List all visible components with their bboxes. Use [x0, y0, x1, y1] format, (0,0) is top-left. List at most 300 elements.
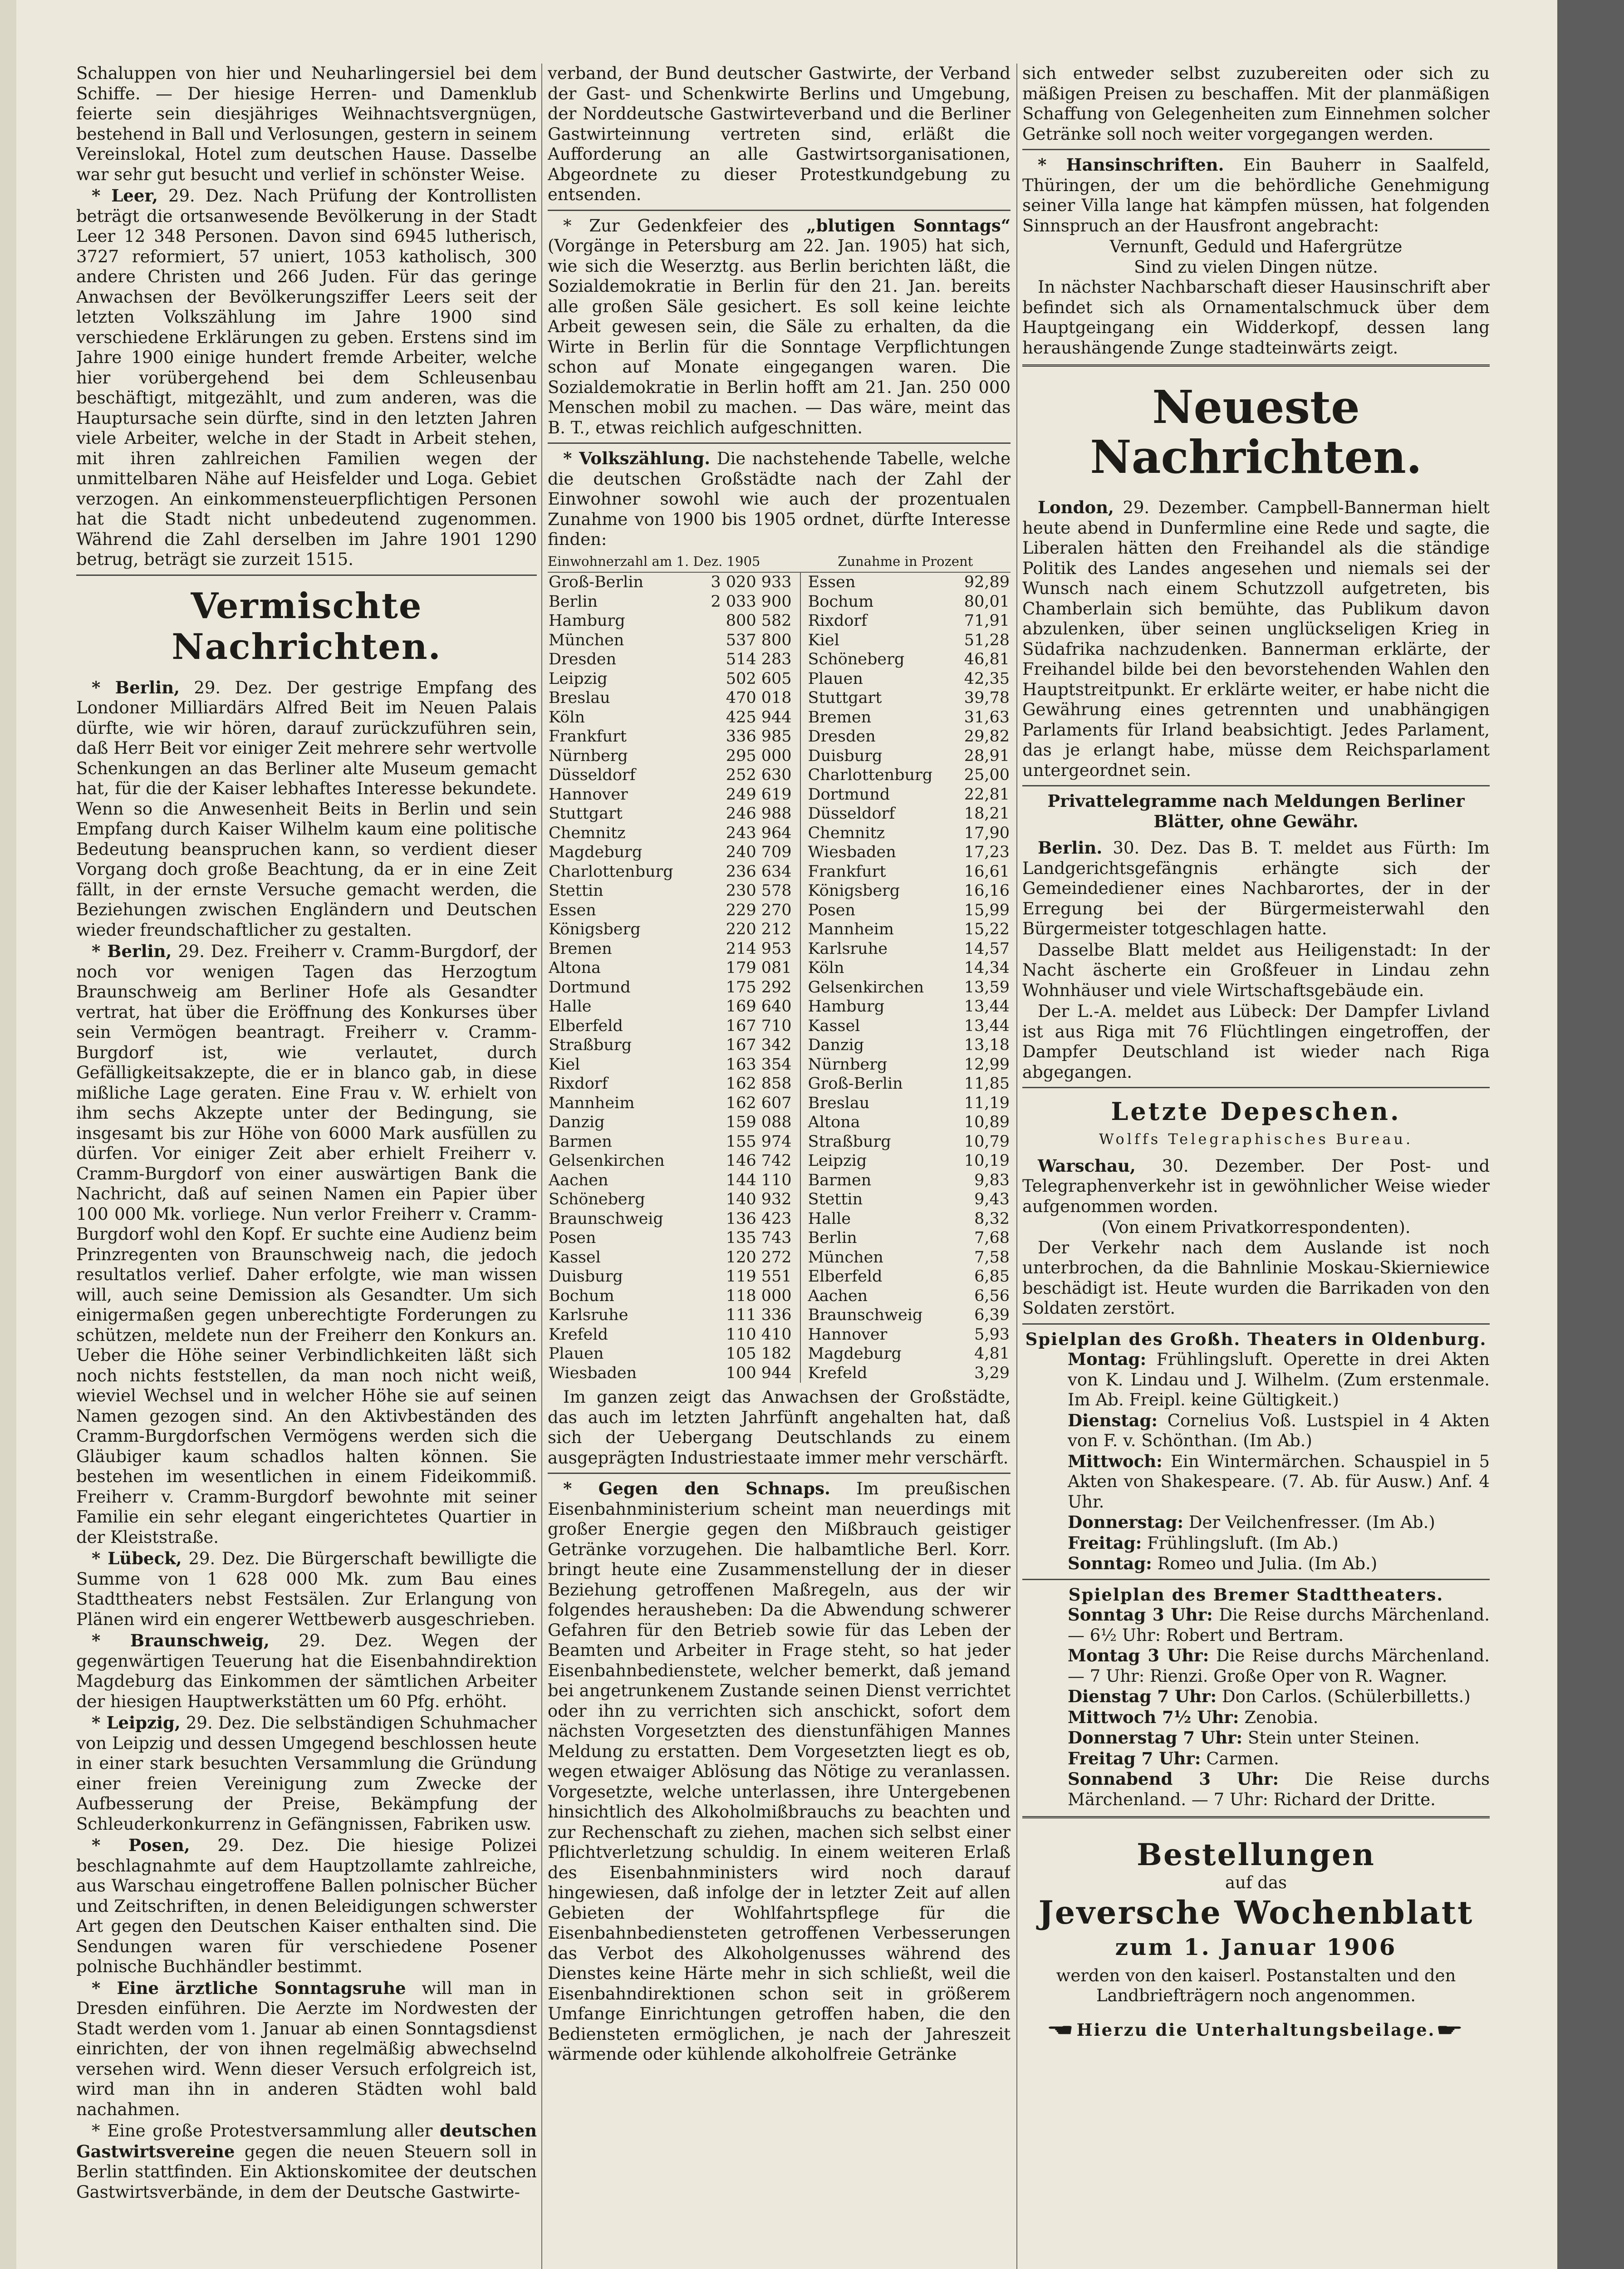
schedule-program: Ein Wintermärchen. Schauspiel in 5 Akten von Shakespeare. (7. Ab. für Ausw.) Anf. 4 Uhr.	[1068, 1451, 1490, 1512]
supplement-text: Hierzu die Unterhaltungsbeilage.	[1076, 2019, 1436, 2040]
growth-percent-cell: 3,29	[974, 1364, 1010, 1382]
city-cell: Hamburg	[549, 612, 625, 630]
dateline: * Hansinschriften.	[1038, 155, 1224, 175]
city-cell: Groß-Berlin	[549, 573, 644, 591]
article-luebeck-livland: Der L.-A. meldet aus Lübeck: Der Dampfer Livland ist aus Riga mit 76 Flüchtlingen eingetroffen, der Dampfer Deutschland ist wieder nach Riga abgegangen.	[1022, 1002, 1490, 1082]
table-row	[548, 572, 1011, 592]
population-cell: 162 858	[695, 1074, 800, 1094]
table-row	[548, 1248, 1011, 1267]
table-row	[548, 669, 1011, 689]
subscription-date: zum 1. Januar 1906	[1115, 1933, 1397, 1960]
table-row	[548, 1228, 1011, 1248]
article-text: 29. Dezember. Campbell-Bannerman hielt heute abend in Dunfermline eine Rede und sagte, die Liberalen hätten den Freihandel als die ständige Politik des Landes angesehen und niemals sei der Wunsch nach einem Schutzzoll aufgetreten, bis Chamberlain sich bemühte, das Publikum davon abzulenken, über seinen unglückseligen Krieg in Südafrika nachzudenken. Bannerman erklärte, der Freihandel bilde bei den bevorstehenden Wahlen den Hauptstreitpunkt. Er erklärte weiter, er habe nicht die Gewährung eines getrennten und unabhängigen Parlaments für Irland beabsichtigt. Jedes Parlament, das je erlangt habe, müsse dem Reichsparlament untergeordnet sein.	[1022, 498, 1490, 780]
article-berlin-fuerth	[1022, 838, 1490, 939]
schedule-entry	[1022, 1410, 1490, 1451]
schedule-program: Zenobia.	[1244, 1707, 1319, 1727]
table-row	[548, 708, 1011, 727]
city-cell: Stuttgart	[549, 805, 623, 823]
pointing-hand-left-icon: ☚	[1046, 2019, 1076, 2040]
dateline: * Leer,	[92, 186, 158, 206]
section-heading-vermischte: Vermischte Nachrichten.	[172, 585, 442, 668]
article-berlin-cramm	[76, 941, 537, 1547]
growth-percent-cell: 7,68	[974, 1229, 1010, 1247]
dateline: Berlin.	[1038, 838, 1103, 858]
article-posen	[76, 1835, 537, 1977]
city-cell: Essen	[808, 573, 856, 591]
growth-percent-cell: 51,28	[964, 631, 1010, 649]
population-cell: 169 640	[695, 997, 800, 1017]
growth-percent-cell: 71,91	[964, 612, 1010, 630]
growth-percent-cell: 42,35	[964, 669, 1010, 688]
table-row	[548, 1344, 1011, 1364]
city-cell: Halle	[808, 1209, 851, 1228]
city-cell: Stuttgart	[808, 689, 882, 707]
article-heiligenstadt: Dasselbe Blatt meldet aus Heiligenstadt: In der Nacht äscherte ein Großfeuer in Lindau zehn Wohnhäuser und viele Wirtschaftsgebäude ein.	[1022, 940, 1490, 1000]
article-text: 30. Dez. Das B. T. meldet aus Fürth: Im Landgerichtsgefängnis erhängte sich der Gemeindediener eines Nachbarortes, der in der Erregung bei der Bürgermeisterwahl den Bürgermeister totgeschlagen hatte.	[1022, 838, 1490, 938]
city-cell: Hannover	[808, 1325, 888, 1344]
population-cell: 135 743	[695, 1228, 800, 1248]
schedule-entry	[1022, 1533, 1490, 1554]
growth-percent-cell: 14,34	[964, 959, 1010, 977]
population-cell: 163 354	[695, 1055, 800, 1075]
population-cell: 136 423	[695, 1209, 800, 1229]
city-cell: Dresden	[549, 650, 617, 668]
article-braunschweig	[76, 1631, 537, 1712]
census-table	[548, 551, 1011, 1383]
table-row	[548, 1190, 1011, 1209]
schedule-program: Frühlingsluft. (Im Ab.)	[1147, 1533, 1339, 1553]
table-row	[548, 939, 1011, 959]
growth-percent-cell: 16,16	[964, 882, 1010, 900]
city-cell: Aachen	[549, 1171, 608, 1189]
city-cell: Rixdorf	[549, 1075, 608, 1093]
population-cell: 179 081	[695, 958, 800, 978]
city-cell: Nürnberg	[808, 1055, 888, 1074]
dateline: * Volkszählung.	[563, 448, 711, 468]
article-text: 29. Dez. Wegen der gegenwärtigen Teuerung hat die Eisenbahndirektion Magdeburg das Einkommen der sämtlichen Arbeiter der hiesigen Hauptwerkstätten um 60 Pfg. erhöht.	[76, 1631, 537, 1711]
city-cell: Dortmund	[808, 785, 890, 804]
column-2	[548, 64, 1011, 2269]
city-cell: Barmen	[549, 1132, 612, 1151]
dateline: „blutigen Sonntags“	[806, 215, 1011, 236]
city-cell: Halle	[549, 997, 592, 1016]
article-sonntagsruhe	[76, 1978, 537, 2120]
city-cell: Posen	[808, 901, 855, 919]
population-cell: 243 964	[695, 824, 800, 843]
article-hausinschriften-end: In nächster Nachbarschaft dieser Hausinschrift aber befindet sich als Ornamentalschmuck über dem Hauptgeingang ein Widderkopf, dessen lang heraushängende Zunge stadteinwärts zeigt.	[1022, 277, 1490, 358]
city-cell: Breslau	[549, 689, 610, 707]
city-cell: Altona	[549, 959, 601, 977]
table-row	[548, 1113, 1011, 1132]
article-text: 29. Dez. Die hiesige Polizei beschlagnahmte auf dem Hauptzollamte zahlreiche, aus Warschau eingetroffene Ballen polnischer Bücher und Zeitschriften, in denen Beleidigungen schwerster Art gegen den Deutschen Kaiser enthalten sind. Die Sendungen waren für verschiedene Posener polnische Buchhändler bestimmt.	[76, 1836, 537, 1976]
table-row	[548, 766, 1011, 785]
city-cell: Kiel	[549, 1055, 580, 1074]
city-cell: Groß-Berlin	[808, 1075, 903, 1093]
table-row	[548, 920, 1011, 939]
city-cell: Köln	[549, 708, 585, 727]
table-row	[548, 824, 1011, 843]
table-row	[548, 1036, 1011, 1055]
city-cell: Berlin	[549, 592, 598, 611]
city-cell: Frankfurt	[808, 862, 886, 881]
divider	[548, 210, 1011, 211]
growth-percent-cell: 7,58	[974, 1248, 1010, 1267]
theatre-heading-oldenburg: Spielplan des Großh. Theaters in Oldenburg.	[1025, 1329, 1487, 1349]
schedule-day: Montag:	[1068, 1349, 1147, 1369]
column-3	[1022, 64, 1490, 2269]
table-header-population: Einwohnerzahl am 1. Dez. 1905	[548, 551, 800, 573]
city-cell: München	[808, 1248, 883, 1267]
table-row	[548, 631, 1011, 650]
article-text: will man in Dresden einführen. Die Aerzte im Nordwesten der Stadt werden vom 1. Januar ab einen Sonntagsdienst einrichten, der von ihnen regelmäßig abwechselnd versehen wird. Wenn dieser Versuch erfolgreich ist, wird man ihn in anderen Städten wohl bald nachahmen.	[76, 1978, 537, 2119]
growth-percent-cell: 22,81	[964, 785, 1010, 804]
growth-percent-cell: 10,89	[964, 1113, 1010, 1131]
growth-percent-cell: 6,85	[974, 1267, 1010, 1286]
table-row	[548, 843, 1011, 862]
city-cell: Köln	[808, 959, 844, 977]
article-hausinschriften	[1022, 155, 1490, 236]
population-cell: 214 953	[695, 939, 800, 959]
divider	[1022, 1323, 1490, 1325]
city-cell: Danzig	[549, 1113, 605, 1131]
wire-service: Wolffs Telegraphisches Bureau.	[1099, 1130, 1413, 1148]
schedule-day: Sonntag 3 Uhr:	[1068, 1605, 1213, 1625]
growth-percent-cell: 39,78	[964, 689, 1010, 707]
growth-percent-cell: 12,99	[964, 1055, 1010, 1074]
table-row	[548, 1055, 1011, 1075]
population-cell: 120 272	[695, 1248, 800, 1267]
city-cell: Duisburg	[549, 1267, 623, 1286]
city-cell: Düsseldorf	[549, 766, 636, 784]
correspondent-note: (Von einem Privatkorrespondenten).	[1101, 1218, 1411, 1237]
growth-percent-cell: 31,63	[964, 708, 1010, 727]
schedule-day: Sonntag:	[1068, 1553, 1152, 1573]
population-cell: 140 932	[695, 1190, 800, 1209]
subscription-connector: auf das	[1225, 1873, 1287, 1892]
schedule-entry	[1022, 1349, 1490, 1410]
population-cell: 220 212	[695, 920, 800, 939]
schedule-entry	[1022, 1728, 1490, 1748]
population-cell: 105 182	[695, 1344, 800, 1364]
table-row	[548, 1209, 1011, 1229]
city-cell: Duisburg	[808, 747, 883, 765]
city-cell: Elberfeld	[549, 1017, 623, 1035]
population-cell: 175 292	[695, 978, 800, 997]
population-cell: 110 410	[695, 1325, 800, 1345]
article-warschau-cont: Der Verkehr nach dem Auslande ist noch unterbrochen, da die Bahnlinie Moskau-Skierniewice beschädigt ist. Heute wurden die Barrikaden von den Soldaten zerstört.	[1022, 1238, 1490, 1318]
growth-percent-cell: 6,39	[974, 1306, 1010, 1324]
population-cell: 249 619	[695, 785, 800, 805]
schedule-program: Die Reise durchs Märchenland. — 6½ Uhr: Robert und Bertram.	[1068, 1605, 1490, 1645]
city-cell: Frankfurt	[549, 727, 627, 746]
verse-line: Vernunft, Geduld und Hafergrütze	[1109, 237, 1403, 256]
article-text: 29. Dez. Der gestrige Empfang des Londoner Milliardärs Alfred Beit im Neuen Palais dürfte, wie wir hören, darauf zurückzuführen sein, daß Herr Beit vor einiger Zeit mehrere sehr wertvolle Schenkungen an das Berliner alte Museum gemacht hat, für die der Kaiser lebhaftes Interesse bekundete. Wenn so die Anwesenheit Beits in Berlin und sein Empfang durch Kaiser Wilhelm kaum eine politische Bedeutung beanspruchen kann, so verdient dieser Vorgang doch große Beachtung, da er in eine Zeit fällt, in der ernste Versuche gemacht werden, die Beziehungen zwischen Engländern und Deutschen wieder freundschaftlicher zu gestalten.	[76, 678, 537, 940]
growth-percent-cell: 11,85	[964, 1075, 1010, 1093]
column-1	[76, 64, 537, 2269]
city-cell: Kassel	[808, 1017, 860, 1035]
population-cell: 295 000	[695, 747, 800, 766]
population-cell: 159 088	[695, 1113, 800, 1132]
schedule-day: Mittwoch 7½ Uhr:	[1068, 1707, 1239, 1727]
schedule-day: Dienstag:	[1068, 1410, 1158, 1430]
population-cell: 230 578	[695, 881, 800, 901]
growth-percent-cell: 13,44	[964, 1017, 1010, 1035]
city-cell: Aachen	[808, 1287, 868, 1305]
city-cell: Gelsenkirchen	[549, 1152, 665, 1170]
population-cell: 111 336	[695, 1306, 800, 1325]
article-text: 29. Dez. Die Bürgerschaft bewilligte die Summe von 1 628 000 Mk. zum Bau eines Stadttheaters nebst Festsälen. Zur Erlangung von Plänen wird ein engerer Wettbewerb ausgeschrieben.	[76, 1549, 537, 1629]
city-cell: Gelsenkirchen	[808, 978, 924, 997]
population-cell: 514 283	[695, 650, 800, 669]
schedule-day: Donnerstag 7 Uhr:	[1068, 1728, 1243, 1748]
growth-percent-cell: 46,81	[964, 650, 1010, 668]
table-row	[548, 804, 1011, 824]
divider	[548, 442, 1011, 444]
census-table-body	[548, 572, 1011, 1383]
theatre-schedule-oldenburg	[1022, 1349, 1490, 1574]
city-cell: Dortmund	[549, 978, 631, 997]
population-cell: 119 551	[695, 1267, 800, 1287]
article-text: 29. Dez. Die selbständigen Schuhmacher von Leipzig und dessen Umgegend beschlossen heute in einer stark besuchten Versammlung die Gründung einer freien Vereinigung zum Zwecke der Aufbesserung der Preise, Bekämpfung der Schleuderkonkurrenz in Gefängnissen, Fabriken usw.	[76, 1713, 537, 1834]
telegram-notice: Privattelegramme nach Meldungen Berliner Blätter, ohne Gewähr.	[1047, 791, 1465, 831]
population-cell: 425 944	[695, 708, 800, 727]
city-cell: Braunschweig	[808, 1306, 923, 1324]
growth-percent-cell: 8,32	[974, 1209, 1010, 1228]
city-cell: Wiesbaden	[808, 843, 896, 861]
article-gastwirte-cont: verband, der Bund deutscher Gastwirte, der Verband der Gast- und Schenkwirte Berlins und Umgebung, der Norddeutsche Gastwirteverband und die Berliner Gastwirteinnung vertreten sind, erläßt die Aufforderung an alle Gastwirtsorganisationen, Abgeordnete zu dieser Protestkundgebung zu entsenden.	[548, 64, 1011, 204]
schedule-entry	[1022, 1748, 1490, 1769]
city-cell: Leipzig	[549, 669, 608, 688]
growth-percent-cell: 5,93	[974, 1325, 1010, 1344]
growth-percent-cell: 17,23	[964, 843, 1010, 861]
theatre-heading-bremen: Spielplan des Bremer Stadttheaters.	[1068, 1584, 1444, 1605]
newspaper-title: Jeversche Wochenblatt	[1038, 1893, 1474, 1931]
city-cell: Bremen	[549, 939, 612, 958]
table-header-growth: Zunahme in Prozent	[800, 551, 1011, 573]
section-heading-depeschen: Letzte Depeschen.	[1111, 1097, 1401, 1126]
city-cell: Karlsruhe	[808, 939, 888, 958]
city-cell: Breslau	[808, 1094, 870, 1112]
article-text: 29. Dez. Nach Prüfung der Kontrollisten beträgt die ortsanwesende Bevölkerung in der Stadt Leer 12 348 Personen. Davon sind 6945 lutherisch, 3727 reformiert, 57 uniert, 1053 katholisch, 300 andere Christen und 266 Juden. Für das geringe Anwachsen der Bevölkerungsziffer Leers seit der letzten Volkszählung im Jahre 1900 sind verschiedene Erklärungen zu geben. Erstens sind im Jahre 1900 einige hundert fremde Arbeiter, welche hier vorübergehend bei dem Schleusenbau beschäftigt, mitgezählt, und zum anderen, was die Hauptursache sein dürfte, sind in den letzten Jahren viele Arbeiter, welche in der Stadt in Arbeit stehen, mit ihren zahlreichen Familien wegen der unmittelbaren Nähe auf Heisfelder und Loga. Gebiet verzogen. An einkommensteuerpflichtigen Personen hat die Stadt nicht unbedeutend zugenommen. Während die Zahl derselben im Jahre 1901 1290 betrug, beträgt sie zurzeit 1515.	[76, 186, 537, 569]
city-cell: Dresden	[808, 727, 876, 746]
schedule-entry	[1022, 1645, 1490, 1686]
schedule-day: Sonnabend 3 Uhr:	[1068, 1769, 1279, 1789]
schedule-day: Freitag 7 Uhr:	[1068, 1748, 1201, 1768]
population-cell: 236 634	[695, 862, 800, 882]
city-cell: Königsberg	[549, 920, 641, 938]
population-cell: 240 709	[695, 843, 800, 862]
growth-percent-cell: 17,90	[964, 824, 1010, 842]
dateline: * Leipzig,	[92, 1713, 181, 1733]
table-row	[548, 747, 1011, 766]
population-cell: 246 988	[695, 804, 800, 824]
city-cell: Plauen	[808, 669, 863, 688]
article-leipzig	[76, 1713, 537, 1834]
table-row	[548, 1017, 1011, 1036]
city-cell: Bochum	[808, 592, 874, 611]
schedule-day: Montag 3 Uhr:	[1068, 1645, 1209, 1665]
column-divider	[1016, 64, 1017, 2269]
schedule-day: Dienstag 7 Uhr:	[1068, 1686, 1217, 1706]
city-cell: Charlottenburg	[549, 862, 673, 881]
column-divider	[541, 64, 542, 2269]
article-london	[1022, 497, 1490, 781]
city-cell: Posen	[549, 1229, 596, 1247]
city-cell: Hannover	[549, 785, 628, 804]
article-text: 29. Dez. Freiherr v. Cramm-Burgdorf, der noch vor wenigen Tagen das Herzogtum Braunschweig am Berliner Hofe als Gesandter vertrat, hat über die Eröffnung des Konkurses über sein Vermögen beantragt. Freiherr v. Cramm-Burgdorf ist, wie verlautet, durch Gefälligkeitsakzepte, die er in blanco gab, in diese mißliche Lage geraten. Eine Frau v. W. erhielt von ihm sechs Akzepte unter der Bedingung, sie insgesamt bis zur Höhe von 6000 Mark ausfüllen zu dürfen. Vor einiger Zeit aber erhielt Freiherr v. Cramm-Burgdorf von einer auswärtigen Bank die Nachricht, daß auf seinen Namen ein Papier über 100 000 Mk. vorliege. Nun verlor Freiherr v. Cramm-Burgdorf wohl den Kopf. Er suchte eine Audienz beim Prinzregenten von Braunschweig nach, die jedoch resultatlos verlief. Daher erfolgte, wie man wissen will, auch seine Demission als Gesandter. Um sich einigermaßen gegen unberechtigte Forderungen zu schützen, meldete nun der Freiherr den Konkurs an. Ueber die Höhe seiner Verbindlichkeiten läßt sich noch nichts feststellen, da man noch nicht weiß, wieviel Wechsel und in welcher Höhe sie auf seinen Namen gezogen sind. An den Aktivbeständen des Cramm-Burgdorfschen Vermögens werden sich die Gläubiger kaum schadlos halten können. Sie bestehen im wesentlichen in einem Fideikommiß. Freiherr v. Cramm-Burgdorf bewohnte mit seiner Familie ein sehr elegant eingerichtetes Quartier in der Kleiststraße.	[76, 942, 537, 1547]
city-cell: Bochum	[549, 1287, 614, 1305]
city-cell: Berlin	[808, 1229, 857, 1247]
table-row	[548, 881, 1011, 901]
dateline: * Lübeck,	[92, 1548, 182, 1568]
city-cell: Charlottenburg	[808, 766, 933, 784]
city-cell: Barmen	[808, 1171, 872, 1189]
article-text: gegen die neuen Steuern soll in Berlin stattfinden. Ein Aktionskomitee der deutschen Gastwirtsverbände, in dem der Deutsche Gastwirte-	[76, 2141, 537, 2202]
schedule-entry	[1022, 1686, 1490, 1707]
article-text: Im preußischen Eisenbahnministerium scheint man neuerdings mit großer Energie gegen den Mißbrauch geistiger Getränke vorzugehen. Die halbamtliche Berl. Korr. bringt heute eine Zusammenstellung der in dieser Beziehung getroffenen Maßregeln, aus der wir folgendes herausheben: Da die Abwendung schwerer Gefahren für den Betrieb sowie für das Leben der Beamten und Arbeiter in Frage steht, so hat jeder Eisenbahnbedienstete, welcher bemerkt, daß jemand bei angetrunkenem Zustande seinen Dienst verrichtet oder ihn zu verrichten sich anschickt, sofort dem nächsten Vorgesetzten des dienstunfähigen Mannes Meldung zu erstatten. Dem Vorgesetzten liegt es ob, wegen etwaiger Ablösung das Nötige zu veranlassen. Vorgesetzte, welche unterlassen, ihre Untergebenen hinsichtlich des Alkoholmißbrauchs zu beachten und zur Rechenschaft zu ziehen, machen sich selbst einer Pflichtverletzung schuldig. In einem weiteren Erlaß des Eisenbahnministers wird noch darauf hingewiesen, daß infolge der in letzter Zeit auf allen Gebieten der Wohlfahrtspflege für die Eisenbahnbediensteten getroffenen Verbesserungen das Verbot des Alkoholgenusses während des Dienstes keine Härte mehr in sich schließt, weil die Eisenbahndirektionen schon seit in größerem Umfange Einrichtungen getroffen haben, die den Bediensteten ermöglichen, je nach der Jahreszeit wärmende oder kühlende alkoholfreie Getränke	[548, 1479, 1011, 2064]
population-cell: 155 974	[695, 1132, 800, 1152]
article-luebeck	[76, 1548, 537, 1630]
population-cell: 229 270	[695, 901, 800, 920]
city-cell: Hamburg	[808, 997, 885, 1016]
city-cell: Wiesbaden	[549, 1364, 637, 1382]
population-cell: 2 033 900	[695, 592, 800, 612]
divider	[1022, 1816, 1490, 1818]
article-schnaps-cont: sich entweder selbst zuzubereiten oder sich zu mäßigen Preisen zu beschaffen. Mit der planmäßigen Schaffung von Gelegenheiten zum Einnehmen solcher Getränke soll noch weiter vorgegangen werden.	[1022, 64, 1490, 144]
growth-percent-cell: 10,79	[964, 1132, 1010, 1151]
population-cell: 502 605	[695, 669, 800, 689]
schedule-program: Carmen.	[1206, 1748, 1279, 1768]
table-row	[548, 1287, 1011, 1306]
population-cell: 470 018	[695, 688, 800, 708]
table-row	[548, 1325, 1011, 1345]
table-row	[548, 688, 1011, 708]
schedule-program: Stein unter Steinen.	[1247, 1728, 1420, 1748]
growth-percent-cell: 13,44	[964, 997, 1010, 1016]
article-text: 30. Dezember. Der Post- und Telegraphenverkehr ist in gewöhnlicher Weise wieder aufgenommen worden.	[1022, 1156, 1490, 1216]
schedule-program: Die Reise durchs Märchenland. — 7 Uhr: Rienzi. Große Oper von R. Wagner.	[1068, 1646, 1490, 1686]
subscription-note: werden von den kaiserl. Postanstalten und den Landbriefträgern noch angenommen.	[1056, 1965, 1456, 2005]
city-cell: Stettin	[808, 1190, 863, 1208]
population-cell: 100 944	[695, 1364, 800, 1383]
table-row	[548, 1094, 1011, 1113]
table-row	[548, 958, 1011, 978]
city-cell: Chemnitz	[808, 824, 885, 842]
table-row	[548, 650, 1011, 669]
article-text: Ein Bauherr in Saalfeld, Thüringen, der um die behördliche Genehmigung seiner Villa lange hat kämpfen müssen, hat folgenden Sinnspruch an der Hausfront angebracht:	[1022, 155, 1490, 236]
table-row	[548, 862, 1011, 882]
growth-percent-cell: 80,01	[964, 592, 1010, 611]
city-cell: Nürnberg	[549, 747, 628, 765]
population-cell: 144 110	[695, 1171, 800, 1190]
population-cell: 146 742	[695, 1151, 800, 1171]
schedule-entry	[1022, 1451, 1490, 1513]
city-cell: Mannheim	[808, 920, 894, 938]
table-row	[548, 727, 1011, 747]
city-cell: Chemnitz	[549, 824, 626, 842]
city-cell: Düsseldorf	[808, 805, 895, 823]
divider	[1022, 364, 1490, 367]
schedule-day: Donnerstag:	[1068, 1512, 1184, 1532]
growth-percent-cell: 16,61	[964, 862, 1010, 881]
city-cell: Rixdorf	[808, 612, 867, 630]
population-cell: 252 630	[695, 766, 800, 785]
city-cell: Essen	[549, 901, 596, 919]
table-row	[548, 901, 1011, 920]
schedule-program: Don Carlos. (Schülerbilletts.)	[1222, 1687, 1471, 1706]
growth-percent-cell: 14,57	[964, 939, 1010, 958]
population-cell: 336 985	[695, 727, 800, 747]
table-row	[548, 1364, 1011, 1383]
city-cell: Schöneberg	[549, 1190, 645, 1208]
city-cell: Altona	[808, 1113, 860, 1131]
divider	[1022, 785, 1490, 786]
table-row	[548, 1171, 1011, 1190]
population-cell: 167 342	[695, 1036, 800, 1055]
growth-percent-cell: 28,91	[964, 747, 1010, 765]
growth-percent-cell: 15,22	[964, 920, 1010, 938]
theatre-schedule-bremen	[1022, 1605, 1490, 1810]
growth-percent-cell: 92,89	[964, 573, 1010, 591]
population-cell: 162 607	[695, 1094, 800, 1113]
table-row	[548, 611, 1011, 631]
divider	[1022, 149, 1490, 150]
city-cell: Karlsruhe	[549, 1306, 628, 1324]
schedule-entry	[1022, 1769, 1490, 1810]
dateline: London,	[1038, 497, 1114, 517]
article-volkszaehlung-end: Im ganzen zeigt das Anwachsen der Großstädte, das auch im letzten Jahrfünft angehalten hat, daß sich der Uebergang Deutschlands zu einem ausgeprägten Industriestaate immer mehr verschärft.	[548, 1387, 1011, 1468]
dateline: * Gegen den Schnaps.	[563, 1478, 830, 1498]
article-warschau	[1022, 1156, 1490, 1217]
growth-percent-cell: 13,59	[964, 978, 1010, 997]
article-blutiger-sonntag	[548, 216, 1011, 438]
schedule-entry	[1022, 1512, 1490, 1533]
schedule-entry	[1022, 1605, 1490, 1645]
city-cell: Straßburg	[549, 1036, 632, 1054]
growth-percent-cell: 11,19	[964, 1094, 1010, 1112]
city-cell: Krefeld	[808, 1364, 868, 1382]
city-cell: Leipzig	[808, 1152, 867, 1170]
city-cell: Elberfeld	[808, 1267, 883, 1286]
city-cell: Magdeburg	[808, 1345, 902, 1363]
table-row	[548, 1151, 1011, 1171]
growth-percent-cell: 4,81	[974, 1345, 1010, 1363]
growth-percent-cell: 6,56	[974, 1287, 1010, 1305]
schedule-entry	[1022, 1553, 1490, 1574]
schedule-program: Frühlingsluft. Operette in drei Akten von K. Lindau und J. Wilhelm. (Zum erstenmale. Im Ab. Freipl. keine Gültigkeit.)	[1068, 1350, 1490, 1410]
article-leer	[76, 186, 537, 570]
article-schnaps	[548, 1478, 1011, 2065]
article-volkszaehlung	[548, 448, 1011, 550]
article-text: (Vorgänge in Petersburg am 22. Jan. 1905) hat sich, wie sich die Weserztg. aus Berlin berichten läßt, die Sozialdemokratie in Berlin für den 21. Jan. bereits alle großen Säle gesichert. Es soll keine leichte Arbeit gewesen sein, die Säle zu erhalten, da die Wirte in Berlin für die Sonntage Verpflichtungen schon auf Monate eingegangen waren. Die Sozialdemokratie in Berlin hofft am 21. Jan. 250 000 Menschen mobil zu machen. — Das wäre, meint das B. T., etwas reichlich aufgeschnitten.	[548, 236, 1011, 437]
verse-line: Sind zu vielen Dingen nütze.	[1134, 257, 1378, 277]
article-berlin-beit	[76, 678, 537, 941]
city-cell: Braunschweig	[549, 1209, 663, 1228]
city-cell: München	[549, 631, 624, 649]
supplement-notice	[1022, 2020, 1490, 2040]
table-row	[548, 592, 1011, 612]
dateline: * Posen,	[92, 1835, 190, 1855]
schedule-program: Cornelius Voß. Lustspiel in 4 Akten von F. v. Schönthan. (Im Ab.)	[1068, 1410, 1490, 1450]
city-cell: Königsberg	[808, 882, 900, 900]
growth-percent-cell: 10,19	[964, 1152, 1010, 1170]
table-row	[548, 997, 1011, 1017]
subscription-title: Bestellungen	[1137, 1837, 1375, 1872]
article-text: * Eine große Protestversammlung aller	[92, 2121, 433, 2141]
binding-edge	[0, 0, 16, 2269]
population-cell: 537 800	[695, 631, 800, 650]
dateline: * Berlin,	[92, 677, 180, 697]
